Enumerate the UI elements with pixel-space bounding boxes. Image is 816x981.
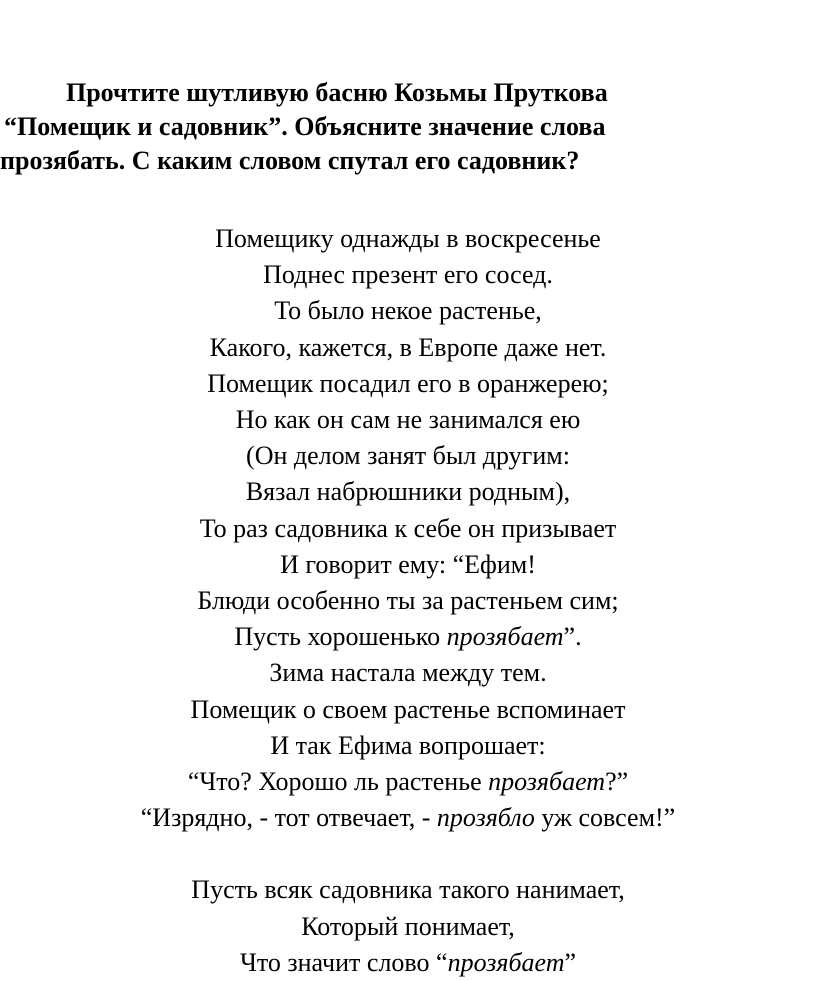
- poem-line: Пусть всяк садовника такого нанимает,: [191, 875, 625, 905]
- poem-line: [0, 800, 816, 836]
- poem-italic-word: прозябает: [446, 622, 564, 652]
- poem-line: Какого, кажется, в Европе даже нет.: [209, 332, 607, 362]
- poem-line: Помещик о своем растенье вспоминает: [190, 694, 626, 724]
- poem-stanza-2: [0, 872, 816, 981]
- poem-line: Вязал набрюшники родным),: [245, 477, 571, 507]
- poem-line-text: ”.: [563, 622, 582, 652]
- poem-line-text: “Что? Хорошо ль растенье: [187, 767, 489, 797]
- poem-italic-word: прозябает: [447, 947, 565, 977]
- poem-line: [0, 945, 816, 981]
- task-line-1: Прочтите шутливую басню Козьмы Пруткова: [66, 78, 608, 107]
- poem-line: [0, 619, 816, 655]
- poem-line: То раз садовника к себе он призывает: [199, 513, 617, 543]
- poem-line: [0, 764, 816, 800]
- poem-line-text: Что значит слово “: [239, 947, 448, 977]
- poem-line: Помещик посадил его в оранжерею;: [207, 368, 609, 398]
- task-line-2: “Помещик и садовник”. Объясните значение слова: [4, 112, 606, 141]
- poem-line-text: Пусть хорошенько: [234, 622, 447, 652]
- poem-line: Поднес презент его сосед.: [263, 260, 553, 290]
- fable-poem: [0, 221, 816, 981]
- task-line-3: прозябать. С каким словом спутал его садовник?: [0, 146, 580, 175]
- poem-line: (Он делом занят был другим:: [246, 441, 570, 471]
- poem-line: То было некое растенье,: [274, 296, 542, 326]
- poem-line-text: ”: [564, 947, 577, 977]
- poem-line: И говорит ему: “Ефим!: [280, 549, 536, 579]
- poem-line-text: ?”: [605, 767, 629, 797]
- task-instruction: [0, 76, 816, 178]
- poem-line: Но как он сам не занимался ею: [235, 405, 581, 435]
- poem-line: Помещику однажды в воскресенье: [215, 224, 601, 253]
- poem-stanza-1: [0, 221, 816, 836]
- poem-italic-word: прозябло: [436, 803, 535, 833]
- poem-italic-word: прозябает: [488, 767, 606, 797]
- poem-line: Блюди особенно ты за растеньем сим;: [197, 586, 619, 616]
- poem-line: Зима настала между тем.: [269, 658, 547, 688]
- poem-line: Который понимает,: [301, 911, 515, 941]
- poem-line: И так Ефима вопрошает:: [270, 730, 546, 760]
- poem-line-text: “Изрядно, - тот отвечает, -: [140, 803, 437, 833]
- poem-line-text: уж совсем!”: [534, 803, 676, 833]
